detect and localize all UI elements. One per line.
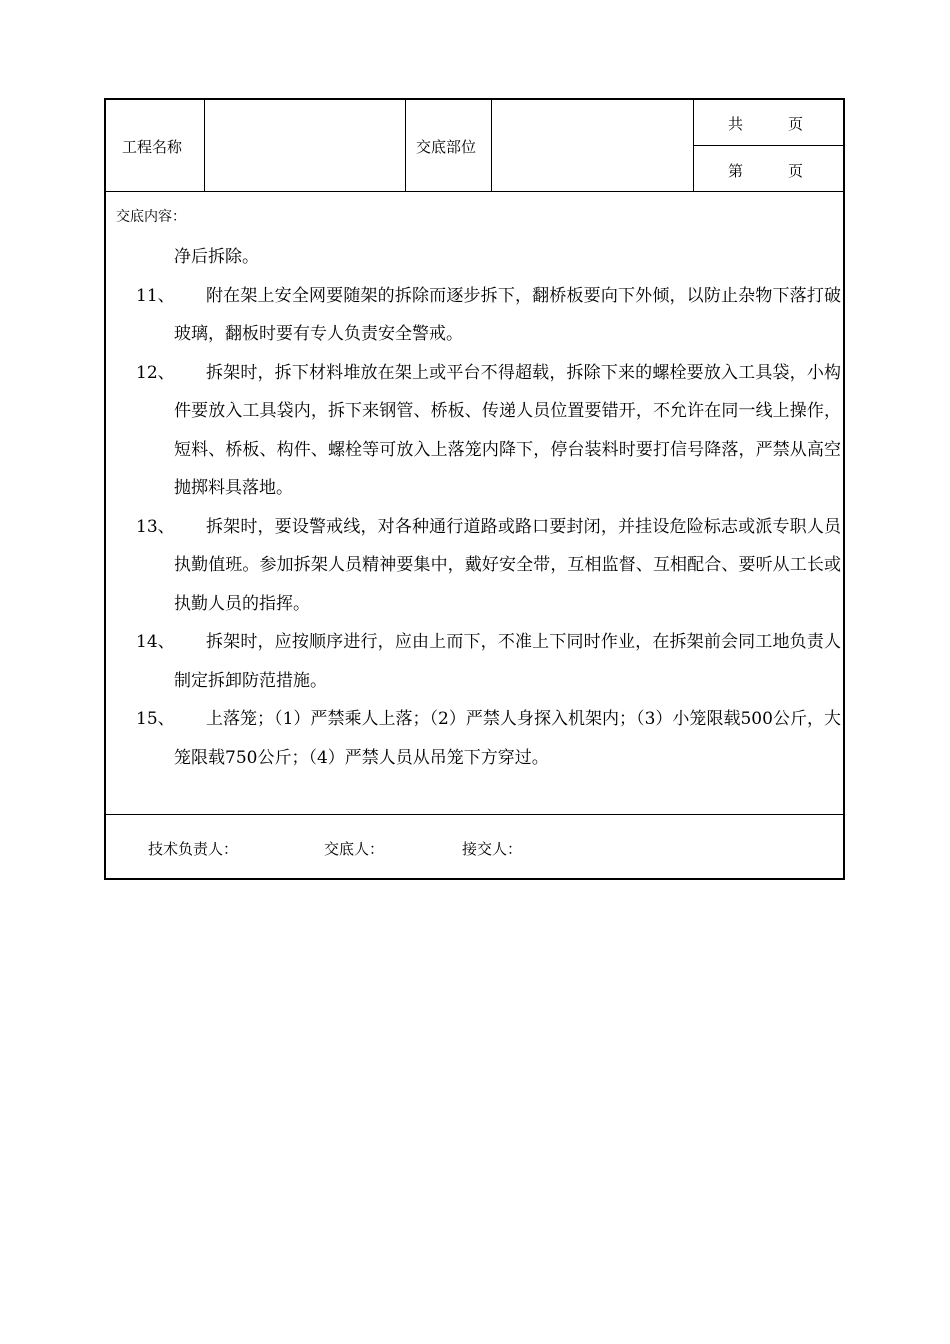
project-name-label: 工程名称 xyxy=(122,138,183,156)
tech-lead-signature: 技术负责人： xyxy=(148,840,239,858)
list-item xyxy=(136,508,841,624)
item-number: 11、 xyxy=(136,285,175,306)
content-label: 交底内容： xyxy=(116,209,186,225)
item-text: 上落笼；（1）严禁乘人上落；（2）严禁人身探入机架内；（3）小笼限载500公斤，大笼限载750公斤；（4）严禁人员从吊笼下方穿过。 xyxy=(174,709,841,768)
item-text: 附在架上安全网要随架的拆除而逐步拆下，翻桥板要向下外倾，以防止杂物下落打破玻璃，翻板时要有专人负责安全警戒。 xyxy=(174,285,841,344)
item-text: 拆架时，要设警戒线，对各种通行道路或路口要封闭，并挂设危险标志或派专职人员执勤值班。参加拆架人员精神要集中，戴好安全带，互相监督、互相配合、要听从工长或执勤人员的指挥。 xyxy=(174,516,841,614)
list-item xyxy=(136,277,841,354)
item-number: 15、 xyxy=(136,709,175,729)
location-label: 交底部位 xyxy=(416,138,477,156)
page-count-divider xyxy=(693,145,843,146)
item-number: 14、 xyxy=(136,632,175,652)
continuation-text: 净后拆除。 xyxy=(174,247,259,267)
disclosure-content xyxy=(136,238,841,777)
disclosure-form xyxy=(104,98,845,880)
header-divider-2 xyxy=(405,100,406,192)
discloser-signature: 交底人： xyxy=(324,840,385,858)
header-divider-1 xyxy=(204,100,205,192)
header-divider-4 xyxy=(693,100,694,192)
list-item xyxy=(136,623,841,700)
header-divider-3 xyxy=(491,100,492,192)
header-bottom-rule xyxy=(106,191,843,192)
total-pages: 共 页 xyxy=(728,115,804,133)
receiver-signature: 接交人： xyxy=(462,840,523,858)
footer-top-rule xyxy=(106,814,843,815)
item-text: 拆架时，应按顺序进行，应由上而下，不准上下同时作业，在拆架前会同工地负责人制定拆卸防范措施。 xyxy=(174,632,841,691)
list-item xyxy=(136,700,841,777)
item-number: 12、 xyxy=(136,362,175,383)
item-text: 拆架时，拆下材料堆放在架上或平台不得超载，拆除下来的螺栓要放入工具袋，小构件要放入工具袋内，拆下来钢管、桥板、传递人员位置要错开，不允许在同一线上操作，短料、桥板、构件、螺栓等可放入上落笼内降下，停台装料时要打信号降落，严禁从高空抛掷料具落地。 xyxy=(174,362,841,498)
list-item xyxy=(136,354,841,508)
page-number: 第 页 xyxy=(728,162,804,180)
item-number: 13、 xyxy=(136,516,175,537)
